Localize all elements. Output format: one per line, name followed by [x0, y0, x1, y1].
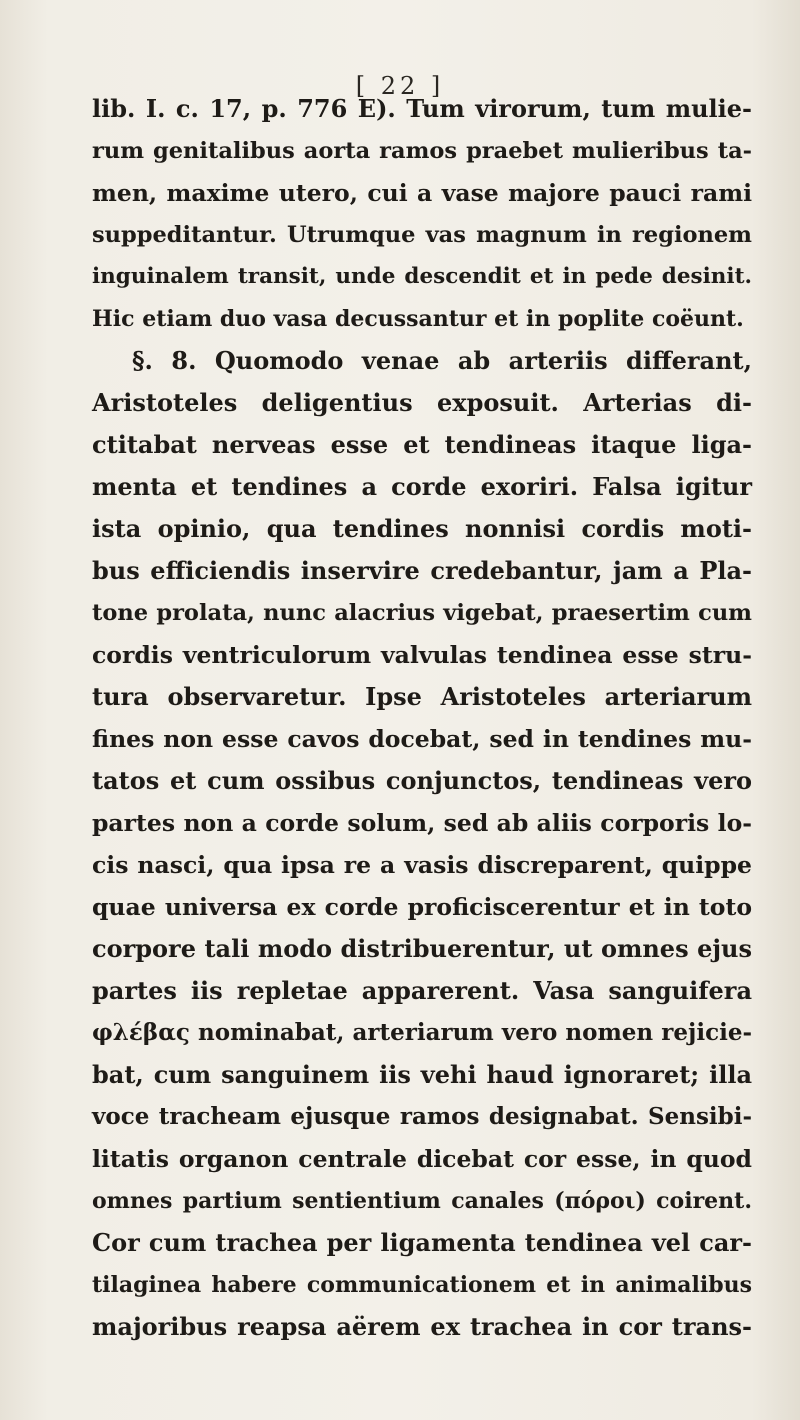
text-line: tura observaretur. Ipse Aristoteles arteriarum: [92, 682, 752, 711]
text-line: men, maxime utero, cui a vase majore pauci rami: [92, 179, 752, 207]
text-line: majoribus reapsa aërem ex trachea in cor trans-: [92, 1312, 752, 1341]
text-line: quae universa ex corde proficiscerentur et in toto: [92, 893, 752, 921]
text-line: Cor cum trachea per ligamenta tendinea vel car-: [92, 1228, 752, 1257]
text-line: lib. I. c. 17, p. 776 E). Tum virorum, tum mulie-: [92, 94, 752, 123]
text-line: corpore tali modo distribuerentur, ut omnes ejus: [92, 934, 752, 963]
text-line: ctitabat nerveas esse et tendineas itaque liga-: [92, 430, 752, 459]
text-line: voce tracheam ejusque ramos designabat. Sensibi-: [92, 1103, 752, 1130]
text-line: suppeditantur. Utrumque vas magnum in regionem: [92, 222, 752, 248]
page-number: [ 22 ]: [355, 72, 445, 100]
text-line: partes non a corde solum, sed ab aliis corporis lo-: [92, 809, 752, 837]
text-line: tatos et cum ossibus conjunctos, tendineas vero: [92, 766, 752, 795]
text-line: tone prolata, nunc alacrius vigebat, praesertim cum: [92, 600, 752, 626]
text-line: fines non esse cavos docebat, sed in tendines mu-: [92, 725, 752, 753]
text-line: φλέβας nominabat, arteriarum vero nomen rejicie-: [92, 1019, 752, 1046]
text-line: Aristoteles deligentius exposuit. Arterias di-: [92, 388, 752, 417]
text-line: inguinalem transit, unde descendit et in pede desinit.: [92, 264, 752, 289]
text-line: rum genitalibus aorta ramos praebet mulieribus ta-: [92, 138, 752, 164]
text-line: Hic etiam duo vasa decussantur et in poplite coëunt.: [92, 306, 744, 332]
text-line: cis nasci, qua ipsa re a vasis discreparent, quippe: [92, 851, 752, 879]
text-line: menta et tendines a corde exoriri. Falsa igitur: [92, 472, 752, 501]
text-line: cordis ventriculorum valvulas tendinea esse stru-: [92, 641, 752, 669]
text-line: litatis organon centrale dicebat cor esse, in quod: [92, 1145, 752, 1173]
section-heading-line: §. 8. Quomodo venae ab arteriis differant,: [132, 346, 752, 375]
text-line: ista opinio, qua tendines nonnisi cordis moti-: [92, 514, 752, 543]
text-line: bus efficiendis inservire credebantur, jam a Pla-: [92, 556, 752, 585]
text-line: omnes partium sentientium canales (πόροι) coirent.: [92, 1188, 752, 1214]
text-line: bat, cum sanguinem iis vehi haud ignoraret; illa: [92, 1060, 752, 1089]
text-line: tilaginea habere communicationem et in animalibus: [92, 1272, 752, 1298]
text-line: partes iis repletae apparerent. Vasa sanguifera: [92, 976, 752, 1005]
